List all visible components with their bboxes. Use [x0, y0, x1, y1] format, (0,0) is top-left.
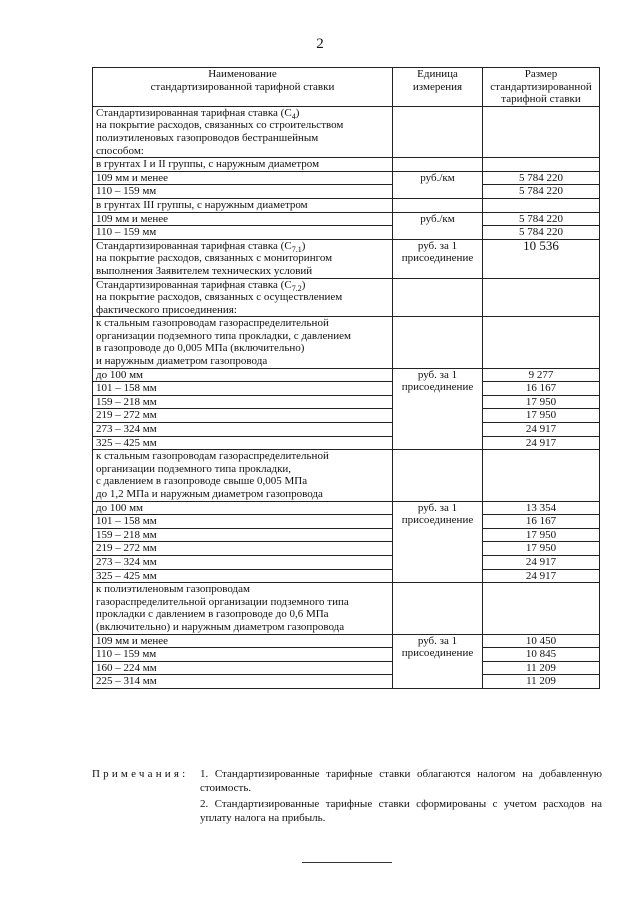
- table-header-row: [93, 68, 600, 107]
- table-row: 110 – 159 мм 5 784 220: [93, 185, 600, 199]
- table-row: 225 – 314 мм 11 209: [93, 675, 600, 689]
- c71-value: 10 536: [483, 239, 600, 278]
- table-row: 159 – 218 мм 17 950: [93, 395, 600, 409]
- table-row: 219 – 272 мм 17 950: [93, 542, 600, 556]
- note-item: 2. Стандартизированные тарифные ставки сформированы с учетом расходов на уплату налога на прибыль.: [200, 798, 602, 824]
- c72-pe-label: к полиэтиленовым газопроводам газораспределительной организации подземного типа прокладки с давлением в газопроводе до 0,6 МПа (включительно) и наружным диаметром газопровода: [93, 583, 393, 634]
- c71-title: Стандартизированная тарифная ставка $(С_{7.1})$ на покрытие расходов, связанных с мониторингом выполнения Заявителем технических условий: [93, 239, 393, 278]
- page-number: 2: [316, 36, 324, 52]
- unit-cell: руб./км: [393, 212, 483, 239]
- table-row: 110 – 159 мм 5 784 220: [93, 226, 600, 240]
- table-row: 109 мм и менее руб./км 5 784 220: [93, 171, 600, 185]
- table-row: 109 мм и менее руб. за 1 присоединение 10 450: [93, 634, 600, 648]
- table-row: до 100 мм руб. за 1 присоединение 13 354: [93, 501, 600, 515]
- unit-cell: руб. за 1 присоединение: [393, 501, 483, 583]
- table-row: 160 – 224 мм 11 209: [93, 661, 600, 675]
- c4-title-row: [93, 106, 600, 157]
- tariff-table: [92, 67, 600, 689]
- c72-steel-high-label-row: [93, 450, 600, 501]
- header-unit: Единица измерения: [393, 68, 483, 107]
- c71-row: [93, 239, 600, 278]
- c72-steel-high-label: к стальным газопроводам газораспределительной организации подземного типа прокладки, с давлением в газопроводе свыше 0,005 МПа до 1,2 МПа и наружным диаметром газопровода: [93, 450, 393, 501]
- c4-group3-label: в грунтах III группы, с наружным диаметром: [93, 198, 393, 212]
- unit-cell: руб. за 1 присоединение: [393, 368, 483, 450]
- c4-group1-label: в грунтах I и II группы, с наружным диаметром: [93, 158, 393, 172]
- c72-steel-low-label: к стальным газопроводам газораспределительной организации подземного типа прокладки, с давлением в газопроводе до 0,005 МПа (включительно) и наружным диаметром газопровода: [93, 317, 393, 368]
- footer-divider: [302, 862, 392, 863]
- notes-label: Примечания:: [92, 768, 189, 780]
- header-name: Наименование стандартизированной тарифной ставки: [93, 68, 393, 107]
- unit-cell: руб. за 1 присоединение: [393, 239, 483, 278]
- c72-title: Стандартизированная тарифная ставка $(С_{7.2})$ на покрытие расходов, связанных с осуществлением фактического присоединения:: [93, 278, 393, 317]
- note-item: 1. Стандартизированные тарифные ставки облагаются налогом на добавленную стоимость.: [200, 768, 602, 794]
- header-size: Размер стандартизированной тарифной ставки: [483, 68, 600, 107]
- table-row: 159 – 218 мм 17 950: [93, 528, 600, 542]
- table-row: 110 – 159 мм 10 845: [93, 648, 600, 662]
- c72-title-row: [93, 278, 600, 317]
- table-row: 101 – 158 мм 16 167: [93, 382, 600, 396]
- table-row: 219 – 272 мм 17 950: [93, 409, 600, 423]
- c4-title: Стандартизированная тарифная ставка $(С_4)$ на покрытие расходов, связанных со строительством полиэтиленовых газопроводов бестраншейным способом:: [93, 106, 393, 157]
- table-row: 325 – 425 мм 24 917: [93, 569, 600, 583]
- table-row: 273 – 324 мм 24 917: [93, 423, 600, 437]
- table-row: 109 мм и менее руб./км 5 784 220: [93, 212, 600, 226]
- table-row: до 100 мм руб. за 1 присоединение 9 277: [93, 368, 600, 382]
- unit-cell: руб. за 1 присоединение: [393, 634, 483, 688]
- c72-steel-low-label-row: [93, 317, 600, 368]
- table-row: 273 – 324 мм 24 917: [93, 555, 600, 569]
- table-row: 101 – 158 мм 16 167: [93, 515, 600, 529]
- table-row: 325 – 425 мм 24 917: [93, 436, 600, 450]
- c72-pe-label-row: [93, 583, 600, 634]
- unit-cell: руб./км: [393, 171, 483, 198]
- c4-group3-row: [93, 198, 600, 212]
- c4-group1-row: [93, 158, 600, 172]
